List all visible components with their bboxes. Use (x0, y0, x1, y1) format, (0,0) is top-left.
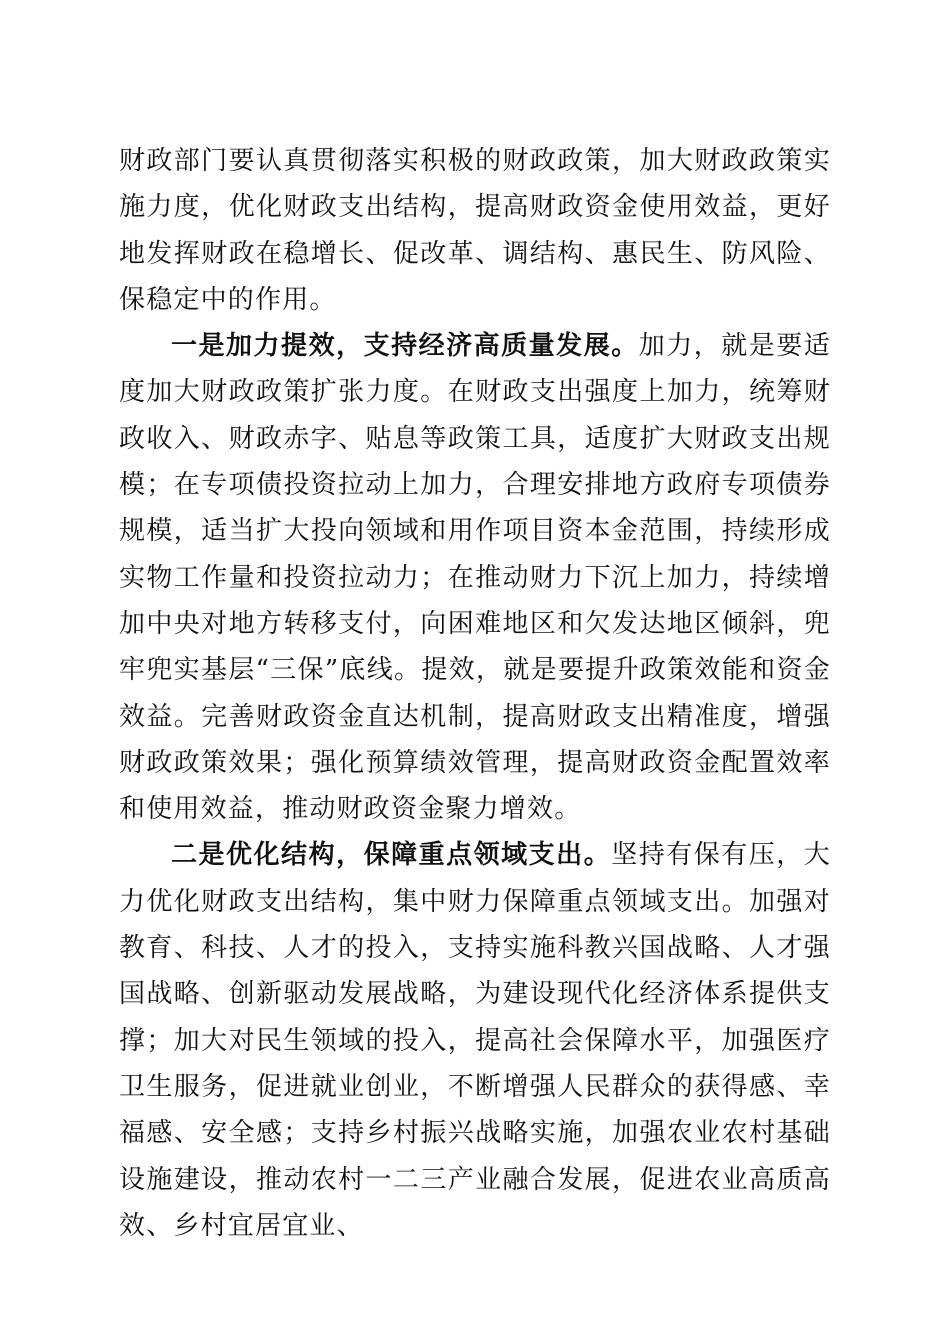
paragraph-point-two-heading: 二是优化结构，保障重点领域支出。 (171, 840, 612, 871)
paragraph-point-two (119, 832, 831, 1249)
paragraph-point-one (119, 323, 831, 832)
paragraph-intro (119, 138, 831, 323)
document-body (119, 138, 831, 1249)
paragraph-point-one-heading: 一是加力提效，支持经济高质量发展。 (171, 331, 639, 362)
paragraph-point-two-text: 坚持有保有压，大力优化财政支出结构，集中财力保障重点领域支出。加强对教育、科技、人才的投入，支持实施科教兴国战略、人才强国战略、创新驱动发展战略，为建设现代化经济体系提供支撑；加大对民生领域的投入，提高社会保障水平，加强医疗卫生服务，促进就业创业，不断增强人民群众的获得感、幸福感、安全感；支持乡村振兴战略实施，加强农业农村基础设施建设，推动农村一二三产业融合发展，促进农业高质高效、乡村宜居宜业、 (119, 840, 831, 1241)
paragraph-point-one-text: 加力，就是要适度加大财政政策扩张力度。在财政支出强度上加力，统筹财政收入、财政赤字、贴息等政策工具，适度扩大财政支出规模；在专项债投资拉动上加力，合理安排地方政府专项债券规模，适当扩大投向领域和用作项目资本金范围，持续形成实物工作量和投资拉动力；在推动财力下沉上加力，持续增加中央对地方转移支付，向困难地区和欠发达地区倾斜，兜牢兜实基层“三保”底线。提效，就是要提升政策效能和资金效益。完善财政资金直达机制，提高财政支出精准度，增强财政政策效果；强化预算绩效管理，提高财政资金配置效率和使用效益，推动财政资金聚力增效。 (119, 331, 831, 825)
paragraph-intro-text: 财政部门要认真贯彻落实积极的财政政策，加大财政政策实施力度，优化财政支出结构，提高财政资金使用效益，更好地发挥财政在稳增长、促改革、调结构、惠民生、防风险、保稳定中的作用。 (119, 146, 831, 315)
